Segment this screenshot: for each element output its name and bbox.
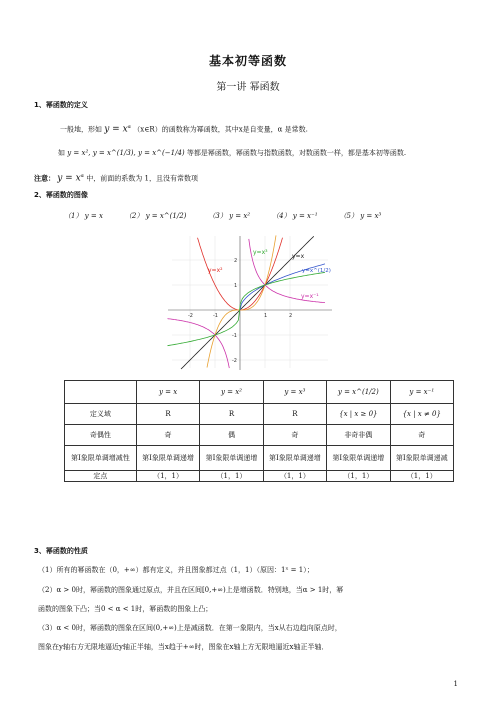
y-tick-label: 2	[234, 258, 238, 264]
table-cell: 第Ⅰ象限单调递增	[136, 446, 199, 471]
function-list	[64, 210, 464, 222]
property-line: 图象在y轴右方无限地逼近y轴正半轴，当x趋于+∞时，图象在x轴上方无限地逼近x轴正半轴．	[38, 643, 329, 651]
table-cell: 偶	[200, 425, 263, 446]
note-formula: y = x	[57, 173, 81, 184]
table-cell: 奇	[263, 425, 326, 446]
table-cell: 非奇非偶	[327, 425, 390, 446]
page-number: 1	[453, 680, 458, 688]
table-header-row	[65, 381, 454, 404]
table-cell: （1，1）	[327, 471, 390, 482]
table-cell: R	[136, 404, 199, 425]
def-prefix: 一般地，形如	[60, 125, 102, 134]
table-cell: 奇偶性	[65, 425, 137, 446]
x-tick-label: -1	[213, 313, 218, 319]
definition-line	[60, 121, 490, 135]
properties-table	[64, 380, 454, 482]
table-cell: （1，1）	[136, 471, 199, 482]
table-cell: （1，1）	[390, 471, 453, 482]
table-cell: R	[200, 404, 263, 425]
table-cell: {x | x ≠ 0}	[390, 404, 453, 425]
def-exponent: α	[127, 124, 132, 130]
label-sqrt: y=x^(1/2)	[302, 268, 331, 274]
y-tick-label: -1	[232, 333, 237, 339]
def-formula: y = x	[104, 124, 128, 135]
function-item: （5） y = x³	[339, 212, 382, 220]
label-inv: y=x⁻¹	[301, 293, 319, 300]
page-subtitle: 第一讲 幂函数	[216, 82, 280, 93]
label-x2: y=x²	[208, 267, 223, 274]
table-cell: 第Ⅰ象限单调递增	[200, 446, 263, 471]
property-line: （2）α > 0时，幂函数的图象通过原点，并且在区间[0,+∞)上是增函数．特别地，当α > 1时，幂	[38, 586, 344, 594]
label-x: y=x	[292, 253, 305, 260]
table-header-cell: y = x⁻¹	[390, 381, 453, 404]
function-item: （4） y = x⁻¹	[272, 212, 318, 220]
table-row	[65, 471, 454, 482]
note-line	[34, 170, 464, 184]
curve-green	[168, 272, 326, 345]
table-cell: 第Ⅰ象限单调递增	[327, 446, 390, 471]
table-cell: 奇	[390, 425, 453, 446]
note-text: 中，前面的系数为 1，且没有常数项	[86, 174, 198, 183]
example-prefix: 如	[58, 149, 65, 157]
function-item: （1） y = x	[64, 212, 103, 220]
table-header-cell: y = x	[136, 381, 199, 404]
table-header-cell: y = x²	[200, 381, 263, 404]
label-x3: y=x³	[253, 249, 268, 256]
table-cell: 第Ⅰ象限单调增减性	[65, 446, 137, 471]
table-cell: （1，1）	[263, 471, 326, 482]
grid	[172, 236, 328, 368]
table-row	[65, 446, 454, 471]
function-item: （3） y = x²	[208, 212, 251, 220]
def-suffix: 的函数称为幂函数，其中x是自变量，α 是常数.	[161, 125, 308, 134]
table-cell: 定义域	[65, 404, 137, 425]
y-tick-label: 1	[234, 283, 238, 289]
table-cell: 定点	[65, 471, 137, 482]
table-header-cell: y = x^(1/2)	[327, 381, 390, 404]
curve-y-eq-inv-x-neg	[168, 319, 230, 369]
table-cell: 第Ⅰ象限单调递减	[390, 446, 453, 471]
table-header-cell: y = x³	[263, 381, 326, 404]
table-row	[65, 404, 454, 425]
property-line: 函数的图象下凸；当0 < α < 1时，幂函数的图象上凸；	[38, 605, 213, 613]
table-cell: {x | x ≥ 0}	[327, 404, 390, 425]
table-cell: 第Ⅰ象限单调递增	[263, 446, 326, 471]
section-1-heading: 1、幂函数的定义	[34, 101, 88, 109]
property-line: （3）α < 0时，幂函数的图象在区间(0,+∞)上是减函数．在第一象限内，当x从右边趋向原点时，	[38, 624, 342, 632]
table-row	[65, 425, 454, 446]
section-3-heading: 3、幂函数的性质	[34, 547, 88, 555]
x-tick-label: -2	[188, 313, 193, 319]
table-cell: （1，1）	[200, 471, 263, 482]
def-domain: （x∈R）	[133, 125, 162, 134]
example-suffix: 等都是幂函数，幂函数与指数函数，对数函数一样，都是基本初等函数.	[186, 149, 407, 157]
x-tick-label: 1	[264, 313, 268, 319]
table-cell: R	[263, 404, 326, 425]
section-2-heading: 2、幂函数的图像	[34, 191, 88, 199]
page-title: 基本初等函数	[208, 54, 287, 68]
example-formula: y = x², y = x^(1/3), y = x^(−1/4)	[67, 149, 185, 157]
note-exponent: α	[80, 173, 85, 179]
x-tick-label: 2	[289, 313, 293, 319]
function-item: （2） y = x^(1/2)	[124, 212, 187, 220]
table-header-cell	[65, 381, 137, 404]
y-tick-label: -2	[232, 358, 237, 364]
power-function-graph	[162, 232, 338, 372]
note-label: 注意：	[34, 173, 55, 183]
table-cell: 奇	[136, 425, 199, 446]
example-line	[58, 147, 488, 159]
property-line: （1）所有的幂函数在（0，+∞）都有定义，并且图象都过点（1，1）（原因：1ˣ = 1）；	[38, 566, 314, 574]
